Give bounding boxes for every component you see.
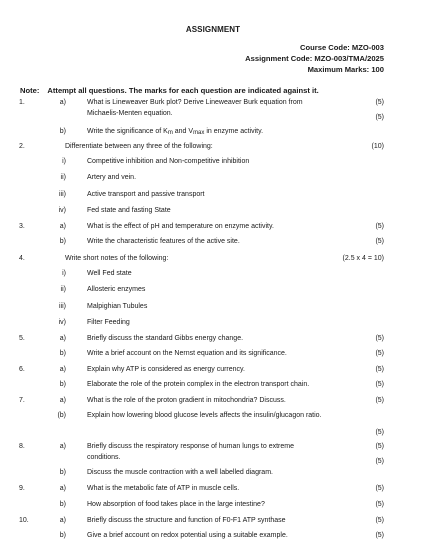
sub-question-label: b): [59, 350, 66, 357]
q1b-text-pre: Write the significance of K: [87, 128, 168, 135]
sub-question-label: (b): [57, 412, 66, 419]
sub-question-label: a): [59, 99, 66, 106]
question-text: What is the effect of pH and temperature on enzyme activity.: [87, 223, 274, 230]
question-marks: (5): [375, 335, 384, 342]
sub-question-label: b): [59, 501, 66, 508]
question-marks: (5): [375, 443, 384, 450]
question-text: What is the metabolic fate of ATP in muscle cells.: [87, 485, 240, 492]
sub-question-label: i): [62, 270, 66, 277]
sub-question-label: b): [59, 238, 66, 245]
sub-question-label: iv): [58, 207, 66, 214]
question-marks: (5): [375, 238, 384, 245]
question-number: 4.: [19, 255, 25, 262]
sub-question-label: ii): [60, 174, 66, 181]
question-number: 9.: [19, 485, 25, 492]
question-marks: (5): [375, 350, 384, 357]
question-text: Artery and vein.: [87, 174, 137, 181]
question-number: 5.: [19, 335, 25, 342]
sub-question-label: iii): [59, 191, 66, 198]
question-number: 7.: [19, 397, 25, 404]
sub-question-label: iv): [58, 319, 66, 326]
sub-question-label: a): [59, 443, 66, 450]
note-label: Note:: [20, 86, 40, 95]
sub-question-label: ii): [60, 286, 66, 293]
question-marks: (5): [375, 114, 384, 121]
question-text: Discuss the muscle contraction with a well labelled diagram.: [87, 469, 273, 476]
question-marks: (5): [375, 99, 384, 106]
q1b-km-subscript: m: [167, 130, 173, 136]
question-text: Write the characteristic features of the active site.: [87, 238, 240, 245]
question-text: Elaborate the role of the protein complex in the electron transport chain.: [87, 381, 310, 388]
question-marks: (5): [375, 366, 384, 373]
question-marks: (2.5 x 4 = 10): [342, 255, 384, 262]
q1b-text-mid: and V: [172, 128, 194, 135]
q1b-text-post: in enzyme activity.: [204, 128, 264, 135]
question-marks: (5): [375, 397, 384, 404]
note-text: Attempt all questions. The marks for each question are indicated against it.: [47, 86, 319, 95]
sub-question-label: iii): [59, 303, 66, 310]
sub-question-label: a): [59, 335, 66, 342]
question-text: Briefly discuss the structure and function of F0-F1 ATP synthase: [87, 517, 286, 524]
question-text: Briefly discuss the respiratory response of human lungs to extreme conditions.: [87, 443, 294, 461]
question-text: Malpighian Tubules: [87, 303, 148, 310]
question-number: 2.: [19, 143, 25, 150]
sub-question-label: a): [59, 223, 66, 230]
sub-question-label: a): [59, 517, 66, 524]
question-number: 6.: [19, 366, 25, 373]
question-marks: (5): [375, 485, 384, 492]
question-marks: (5): [375, 517, 384, 524]
question-marks: (5): [375, 532, 384, 539]
question-marks: (5): [375, 223, 384, 230]
sub-question-label: i): [62, 158, 66, 165]
question-text: What is Lineweaver Burk plot? Derive Lineweaver Burk equation from Michaelis-Menten equation.: [87, 99, 303, 117]
sub-question-label: a): [59, 397, 66, 404]
question-text: Filter Feeding: [87, 319, 130, 326]
page-title: ASSIGNMENT: [185, 25, 241, 34]
question-marks: (5): [375, 429, 384, 436]
question-text: What is the role of the proton gradient in mitochondria? Discuss.: [87, 397, 286, 404]
q1b-vmax-subscript: max: [193, 130, 205, 136]
question-text: Explain how lowering blood glucose levels affects the insulin/glucagon ratio.: [87, 412, 322, 419]
instructions-note: [20, 86, 319, 95]
question-text: [87, 126, 327, 139]
sub-question-label: b): [59, 532, 66, 539]
question-number: 10.: [19, 517, 29, 524]
sub-question-label: b): [59, 381, 66, 388]
maximum-marks: Maximum Marks: 100: [307, 65, 384, 74]
sub-question-label: b): [59, 469, 66, 476]
question-text: Allosteric enzymes: [87, 286, 146, 293]
question-text: Give a brief account on redox potential using a suitable example.: [87, 532, 288, 539]
question-text: Active transport and passive transport: [87, 191, 205, 198]
question-text: Competitive inhibition and Non-competitive inhibition: [87, 158, 250, 165]
question-marks: (5): [375, 458, 384, 465]
question-text: Write a brief account on the Nernst equation and its significance.: [87, 350, 287, 357]
question-text: Explain why ATP is considered as energy currency.: [87, 366, 245, 373]
question-text: Briefly discuss the standard Gibbs energy change.: [87, 335, 244, 342]
question-marks: (10): [371, 143, 384, 150]
course-code: Course Code: MZO-003: [300, 43, 384, 52]
question-number: 8.: [19, 443, 25, 450]
question-text: Well Fed state: [87, 270, 132, 277]
question-number: 3.: [19, 223, 25, 230]
sub-question-label: b): [59, 128, 66, 135]
assignment-code: Assignment Code: MZO-003/TMA/2025: [245, 54, 384, 63]
question-marks: (5): [375, 381, 384, 388]
question-text: Fed state and fasting State: [87, 207, 171, 214]
question-marks: (5): [375, 501, 384, 508]
question-text: How absorption of food takes place in the large intestine?: [87, 501, 265, 508]
question-number: 1.: [19, 99, 25, 106]
question-text: Write short notes of the following:: [65, 255, 169, 262]
sub-question-label: a): [59, 366, 66, 373]
sub-question-label: a): [59, 485, 66, 492]
question-text: Differentiate between any three of the following:: [65, 143, 213, 150]
